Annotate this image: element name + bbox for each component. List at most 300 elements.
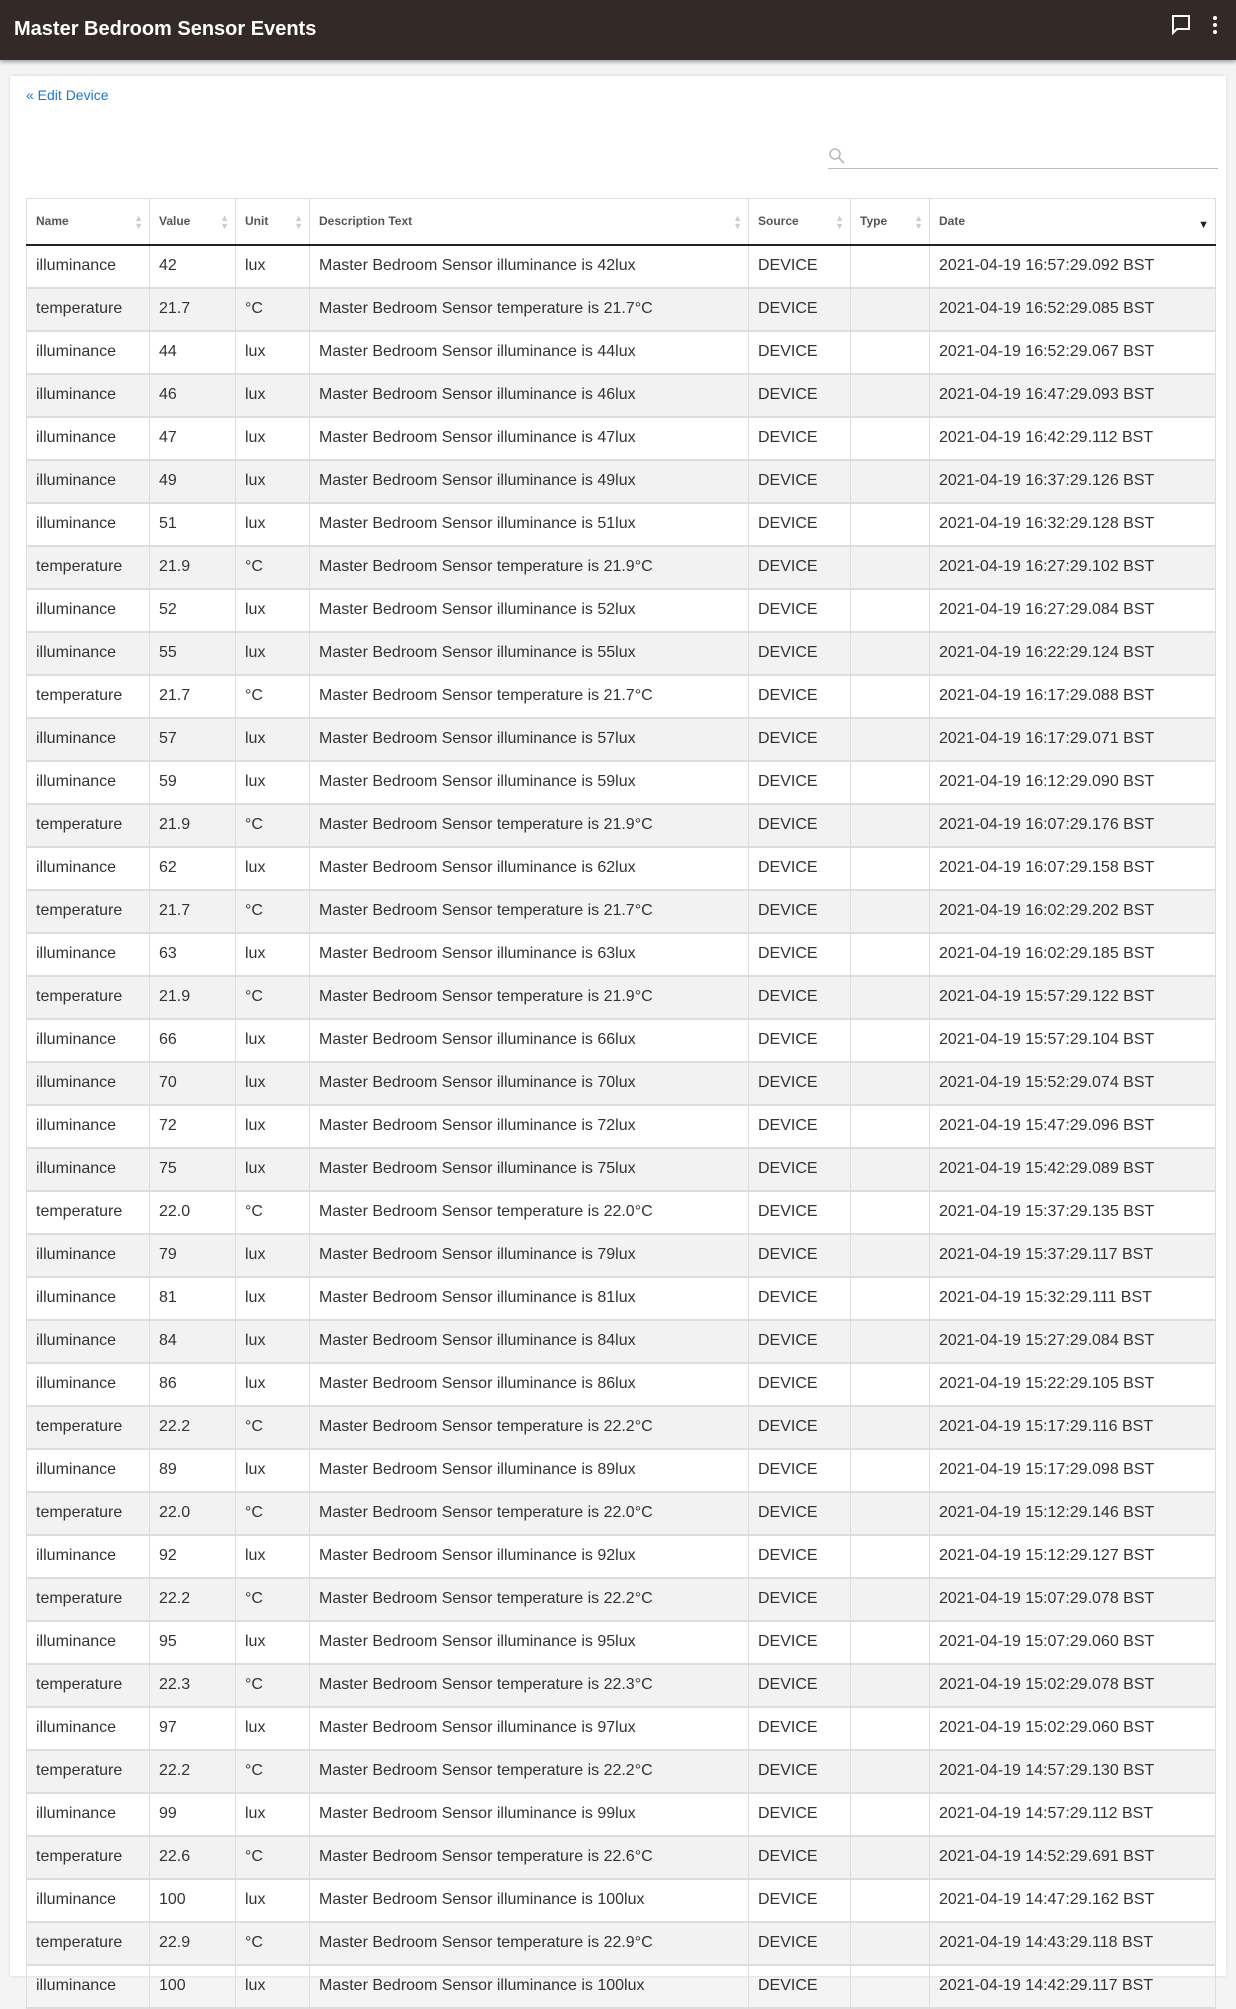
sort-icon: ▲ ▼ — [733, 213, 742, 231]
cell-source: DEVICE — [749, 417, 851, 460]
table-row — [27, 546, 1216, 589]
table-row — [27, 718, 1216, 761]
cell-description: Master Bedroom Sensor temperature is 22.2°C — [310, 1750, 749, 1793]
cell-value: 59 — [150, 761, 236, 804]
cell-description: Master Bedroom Sensor temperature is 22.3°C — [310, 1664, 749, 1707]
cell-type — [851, 374, 930, 417]
cell-type — [851, 1449, 930, 1492]
cell-source: DEVICE — [749, 1492, 851, 1535]
cell-source: DEVICE — [749, 1707, 851, 1750]
cell-date: 2021-04-19 14:57:29.112 BST — [930, 1793, 1216, 1836]
sort-desc-icon: ▼ — [1198, 219, 1209, 231]
cell-description: Master Bedroom Sensor illuminance is 86lux — [310, 1363, 749, 1406]
cell-date: 2021-04-19 16:17:29.088 BST — [930, 675, 1216, 718]
cell-name: illuminance — [27, 503, 150, 546]
cell-source: DEVICE — [749, 546, 851, 589]
cell-unit: °C — [236, 1406, 310, 1449]
cell-value: 22.0 — [150, 1492, 236, 1535]
cell-value: 51 — [150, 503, 236, 546]
cell-description: Master Bedroom Sensor temperature is 22.0°C — [310, 1492, 749, 1535]
column-header-value[interactable] — [150, 199, 236, 245]
cell-unit: lux — [236, 589, 310, 632]
cell-type — [851, 1621, 930, 1664]
cell-value: 97 — [150, 1707, 236, 1750]
table-row — [27, 1836, 1216, 1879]
cell-source: DEVICE — [749, 1234, 851, 1277]
cell-name: illuminance — [27, 1277, 150, 1320]
cell-type — [851, 675, 930, 718]
cell-date: 2021-04-19 16:42:29.112 BST — [930, 417, 1216, 460]
cell-unit: °C — [236, 1836, 310, 1879]
cell-unit: lux — [236, 1234, 310, 1277]
cell-unit: lux — [236, 847, 310, 890]
cell-name: illuminance — [27, 1062, 150, 1105]
cell-name: illuminance — [27, 632, 150, 675]
cell-description: Master Bedroom Sensor temperature is 21.7°C — [310, 675, 749, 718]
cell-name: illuminance — [27, 1535, 150, 1578]
cell-description: Master Bedroom Sensor illuminance is 44lux — [310, 331, 749, 374]
cell-description: Master Bedroom Sensor illuminance is 75lux — [310, 1148, 749, 1191]
cell-source: DEVICE — [749, 245, 851, 288]
cell-value: 21.7 — [150, 675, 236, 718]
cell-name: temperature — [27, 675, 150, 718]
cell-date: 2021-04-19 15:17:29.116 BST — [930, 1406, 1216, 1449]
table-row — [27, 245, 1216, 288]
cell-value: 47 — [150, 417, 236, 460]
cell-value: 72 — [150, 1105, 236, 1148]
cell-date: 2021-04-19 15:47:29.096 BST — [930, 1105, 1216, 1148]
cell-source: DEVICE — [749, 632, 851, 675]
cell-description: Master Bedroom Sensor illuminance is 66lux — [310, 1019, 749, 1062]
cell-date: 2021-04-19 15:12:29.146 BST — [930, 1492, 1216, 1535]
cell-type — [851, 632, 930, 675]
cell-description: Master Bedroom Sensor illuminance is 55lux — [310, 632, 749, 675]
cell-source: DEVICE — [749, 976, 851, 1019]
cell-date: 2021-04-19 15:07:29.078 BST — [930, 1578, 1216, 1621]
more-vert-icon[interactable] — [1212, 14, 1218, 43]
cell-source: DEVICE — [749, 1320, 851, 1363]
cell-name: temperature — [27, 1191, 150, 1234]
cell-date: 2021-04-19 16:37:29.126 BST — [930, 460, 1216, 503]
cell-type — [851, 1750, 930, 1793]
cell-unit: lux — [236, 933, 310, 976]
cell-date: 2021-04-19 16:47:29.093 BST — [930, 374, 1216, 417]
cell-description: Master Bedroom Sensor temperature is 21.7°C — [310, 288, 749, 331]
cell-unit: lux — [236, 1965, 310, 2008]
cell-unit: lux — [236, 1062, 310, 1105]
cell-unit: lux — [236, 460, 310, 503]
cell-type — [851, 847, 930, 890]
cell-value: 52 — [150, 589, 236, 632]
cell-type — [851, 1793, 930, 1836]
table-row — [27, 1406, 1216, 1449]
search-input[interactable] — [852, 147, 1212, 167]
cell-description: Master Bedroom Sensor temperature is 22.0°C — [310, 1191, 749, 1234]
column-header-date[interactable] — [930, 199, 1216, 245]
cell-description: Master Bedroom Sensor illuminance is 100lux — [310, 1879, 749, 1922]
cell-description: Master Bedroom Sensor temperature is 22.2°C — [310, 1578, 749, 1621]
cell-value: 57 — [150, 718, 236, 761]
table-row — [27, 976, 1216, 1019]
table-row — [27, 1363, 1216, 1406]
cell-description: Master Bedroom Sensor temperature is 22.2°C — [310, 1406, 749, 1449]
cell-type — [851, 417, 930, 460]
table-row — [27, 417, 1216, 460]
table-row — [27, 1750, 1216, 1793]
cell-description: Master Bedroom Sensor illuminance is 70lux — [310, 1062, 749, 1105]
cell-source: DEVICE — [749, 890, 851, 933]
cell-unit: °C — [236, 546, 310, 589]
table-row — [27, 460, 1216, 503]
cell-unit: lux — [236, 718, 310, 761]
cell-unit: lux — [236, 331, 310, 374]
cell-description: Master Bedroom Sensor illuminance is 46lux — [310, 374, 749, 417]
cell-date: 2021-04-19 15:27:29.084 BST — [930, 1320, 1216, 1363]
sort-icon: ▲ ▼ — [914, 213, 923, 231]
cell-date: 2021-04-19 15:52:29.074 BST — [930, 1062, 1216, 1105]
cell-description: Master Bedroom Sensor illuminance is 63lux — [310, 933, 749, 976]
cell-value: 22.3 — [150, 1664, 236, 1707]
cell-type — [851, 1707, 930, 1750]
cell-source: DEVICE — [749, 1750, 851, 1793]
cell-date: 2021-04-19 14:52:29.691 BST — [930, 1836, 1216, 1879]
column-label: Unit — [245, 214, 269, 229]
cell-name: illuminance — [27, 847, 150, 890]
cell-date: 2021-04-19 16:02:29.185 BST — [930, 933, 1216, 976]
column-label: Description Text — [319, 214, 413, 229]
cell-unit: lux — [236, 374, 310, 417]
cell-source: DEVICE — [749, 718, 851, 761]
cell-name: temperature — [27, 1750, 150, 1793]
cell-date: 2021-04-19 16:57:29.092 BST — [930, 245, 1216, 288]
cell-value: 86 — [150, 1363, 236, 1406]
cell-date: 2021-04-19 16:07:29.176 BST — [930, 804, 1216, 847]
cell-source: DEVICE — [749, 1664, 851, 1707]
cell-unit: °C — [236, 1750, 310, 1793]
cell-name: illuminance — [27, 1879, 150, 1922]
column-header-type[interactable] — [851, 199, 930, 245]
cell-value: 70 — [150, 1062, 236, 1105]
cell-value: 75 — [150, 1148, 236, 1191]
table-row — [27, 1793, 1216, 1836]
cell-description: Master Bedroom Sensor illuminance is 84lux — [310, 1320, 749, 1363]
cell-source: DEVICE — [749, 933, 851, 976]
cell-value: 22.2 — [150, 1406, 236, 1449]
cell-date: 2021-04-19 16:32:29.128 BST — [930, 503, 1216, 546]
table-row — [27, 847, 1216, 890]
cell-date: 2021-04-19 14:57:29.130 BST — [930, 1750, 1216, 1793]
cell-source: DEVICE — [749, 847, 851, 890]
cell-type — [851, 1148, 930, 1191]
cell-type — [851, 1105, 930, 1148]
cell-type — [851, 933, 930, 976]
cell-date: 2021-04-19 15:42:29.089 BST — [930, 1148, 1216, 1191]
cell-source: DEVICE — [749, 675, 851, 718]
cell-name: illuminance — [27, 1234, 150, 1277]
cell-name: illuminance — [27, 589, 150, 632]
cell-value: 99 — [150, 1793, 236, 1836]
cell-type — [851, 1922, 930, 1965]
cell-description: Master Bedroom Sensor illuminance is 62lux — [310, 847, 749, 890]
cell-source: DEVICE — [749, 1836, 851, 1879]
cell-source: DEVICE — [749, 503, 851, 546]
cell-type — [851, 1664, 930, 1707]
cell-unit: lux — [236, 1105, 310, 1148]
cell-date: 2021-04-19 16:22:29.124 BST — [930, 632, 1216, 675]
cell-source: DEVICE — [749, 1406, 851, 1449]
cell-unit: lux — [236, 1621, 310, 1664]
cell-value: 21.9 — [150, 804, 236, 847]
cell-name: temperature — [27, 804, 150, 847]
table-row — [27, 1492, 1216, 1535]
cell-name: illuminance — [27, 417, 150, 460]
events-table — [26, 198, 1216, 2009]
cell-name: illuminance — [27, 460, 150, 503]
chat-icon[interactable] — [1170, 14, 1192, 43]
cell-description: Master Bedroom Sensor illuminance is 79lux — [310, 1234, 749, 1277]
cell-source: DEVICE — [749, 1578, 851, 1621]
cell-date: 2021-04-19 16:52:29.067 BST — [930, 331, 1216, 374]
cell-type — [851, 804, 930, 847]
cell-description: Master Bedroom Sensor temperature is 21.9°C — [310, 546, 749, 589]
cell-name: illuminance — [27, 1148, 150, 1191]
cell-value: 22.2 — [150, 1750, 236, 1793]
cell-description: Master Bedroom Sensor illuminance is 99lux — [310, 1793, 749, 1836]
column-header-name[interactable] — [27, 199, 150, 245]
cell-date: 2021-04-19 15:37:29.117 BST — [930, 1234, 1216, 1277]
column-label: Type — [860, 214, 888, 229]
cell-unit: lux — [236, 1320, 310, 1363]
cell-value: 21.7 — [150, 288, 236, 331]
cell-value: 21.7 — [150, 890, 236, 933]
cell-name: temperature — [27, 288, 150, 331]
cell-value: 63 — [150, 933, 236, 976]
cell-date: 2021-04-19 16:27:29.102 BST — [930, 546, 1216, 589]
cell-value: 66 — [150, 1019, 236, 1062]
table-row — [27, 1879, 1216, 1922]
cell-value: 55 — [150, 632, 236, 675]
cell-type — [851, 1965, 930, 2008]
cell-type — [851, 890, 930, 933]
table-row — [27, 1062, 1216, 1105]
cell-unit: lux — [236, 245, 310, 288]
cell-unit: lux — [236, 1879, 310, 1922]
cell-description: Master Bedroom Sensor illuminance is 59lux — [310, 761, 749, 804]
cell-value: 42 — [150, 245, 236, 288]
cell-name: illuminance — [27, 1105, 150, 1148]
column-header-unit[interactable] — [236, 199, 310, 245]
table-row — [27, 1664, 1216, 1707]
top-bar — [0, 0, 1236, 60]
cell-value: 22.6 — [150, 1836, 236, 1879]
column-label: Date — [939, 214, 966, 229]
cell-name: illuminance — [27, 761, 150, 804]
cell-source: DEVICE — [749, 761, 851, 804]
cell-description: Master Bedroom Sensor illuminance is 97lux — [310, 1707, 749, 1750]
cell-name: illuminance — [27, 1621, 150, 1664]
cell-name: illuminance — [27, 1320, 150, 1363]
page-title: Master Bedroom Sensor Events — [14, 18, 317, 40]
cell-unit: °C — [236, 1922, 310, 1965]
table-row — [27, 1320, 1216, 1363]
table-row — [27, 503, 1216, 546]
cell-date: 2021-04-19 16:02:29.202 BST — [930, 890, 1216, 933]
column-label: Value — [159, 214, 191, 229]
column-header-source[interactable] — [749, 199, 851, 245]
column-header-description-text[interactable] — [310, 199, 749, 245]
sort-icon: ▲ ▼ — [134, 213, 143, 231]
cell-description: Master Bedroom Sensor illuminance is 95lux — [310, 1621, 749, 1664]
cell-type — [851, 503, 930, 546]
cell-type — [851, 589, 930, 632]
cell-source: DEVICE — [749, 331, 851, 374]
cell-name: illuminance — [27, 1363, 150, 1406]
cell-description: Master Bedroom Sensor illuminance is 100lux — [310, 1965, 749, 2008]
cell-description: Master Bedroom Sensor illuminance is 42lux — [310, 245, 749, 288]
cell-unit: lux — [236, 1363, 310, 1406]
table-row — [27, 589, 1216, 632]
table-row — [27, 288, 1216, 331]
cell-unit: lux — [236, 1019, 310, 1062]
table-row — [27, 374, 1216, 417]
cell-unit: lux — [236, 503, 310, 546]
cell-date: 2021-04-19 16:27:29.084 BST — [930, 589, 1216, 632]
table-row — [27, 1449, 1216, 1492]
cell-unit: °C — [236, 976, 310, 1019]
cell-description: Master Bedroom Sensor temperature is 21.9°C — [310, 976, 749, 1019]
cell-value: 92 — [150, 1535, 236, 1578]
cell-type — [851, 1234, 930, 1277]
cell-name: illuminance — [27, 933, 150, 976]
sort-icon: ▲ ▼ — [220, 213, 229, 231]
cell-name: temperature — [27, 546, 150, 589]
cell-source: DEVICE — [749, 1879, 851, 1922]
cell-type — [851, 288, 930, 331]
cell-source: DEVICE — [749, 374, 851, 417]
cell-date: 2021-04-19 15:22:29.105 BST — [930, 1363, 1216, 1406]
cell-value: 22.2 — [150, 1578, 236, 1621]
cell-source: DEVICE — [749, 1277, 851, 1320]
cell-type — [851, 718, 930, 761]
cell-description: Master Bedroom Sensor temperature is 21.9°C — [310, 804, 749, 847]
cell-source: DEVICE — [749, 1019, 851, 1062]
cell-type — [851, 1879, 930, 1922]
cell-source: DEVICE — [749, 1922, 851, 1965]
cell-type — [851, 331, 930, 374]
cell-date: 2021-04-19 16:07:29.158 BST — [930, 847, 1216, 890]
cell-description: Master Bedroom Sensor illuminance is 51lux — [310, 503, 749, 546]
cell-source: DEVICE — [749, 1062, 851, 1105]
cell-description: Master Bedroom Sensor illuminance is 57lux — [310, 718, 749, 761]
cell-date: 2021-04-19 14:43:29.118 BST — [930, 1922, 1216, 1965]
cell-date: 2021-04-19 15:12:29.127 BST — [930, 1535, 1216, 1578]
cell-unit: lux — [236, 1449, 310, 1492]
cell-date: 2021-04-19 15:02:29.060 BST — [930, 1707, 1216, 1750]
table-row — [27, 1965, 1216, 2008]
cell-name: illuminance — [27, 331, 150, 374]
cell-date: 2021-04-19 15:02:29.078 BST — [930, 1664, 1216, 1707]
cell-source: DEVICE — [749, 804, 851, 847]
cell-value: 81 — [150, 1277, 236, 1320]
cell-source: DEVICE — [749, 460, 851, 503]
cell-source: DEVICE — [749, 288, 851, 331]
cell-unit: lux — [236, 1535, 310, 1578]
edit-device-link[interactable]: « Edit Device — [26, 87, 109, 103]
cell-unit: lux — [236, 761, 310, 804]
column-label: Source — [758, 214, 799, 229]
cell-unit: lux — [236, 1277, 310, 1320]
cell-name: illuminance — [27, 374, 150, 417]
cell-value: 100 — [150, 1879, 236, 1922]
cell-type — [851, 1578, 930, 1621]
cell-description: Master Bedroom Sensor temperature is 22.6°C — [310, 1836, 749, 1879]
cell-date: 2021-04-19 15:37:29.135 BST — [930, 1191, 1216, 1234]
cell-unit: lux — [236, 1793, 310, 1836]
cell-date: 2021-04-19 16:17:29.071 BST — [930, 718, 1216, 761]
cell-date: 2021-04-19 15:17:29.098 BST — [930, 1449, 1216, 1492]
cell-unit: °C — [236, 288, 310, 331]
cell-source: DEVICE — [749, 1191, 851, 1234]
table-row — [27, 331, 1216, 374]
cell-type — [851, 1406, 930, 1449]
table-row — [27, 1578, 1216, 1621]
cell-unit: °C — [236, 1492, 310, 1535]
cell-description: Master Bedroom Sensor illuminance is 72lux — [310, 1105, 749, 1148]
cell-type — [851, 1363, 930, 1406]
cell-unit: °C — [236, 675, 310, 718]
cell-type — [851, 1019, 930, 1062]
cell-value: 44 — [150, 331, 236, 374]
cell-source: DEVICE — [749, 1793, 851, 1836]
cell-unit: °C — [236, 1664, 310, 1707]
table-row — [27, 804, 1216, 847]
cell-name: temperature — [27, 1836, 150, 1879]
cell-name: illuminance — [27, 1019, 150, 1062]
table-row — [27, 1535, 1216, 1578]
search-box[interactable] — [828, 147, 1218, 169]
cell-date: 2021-04-19 16:12:29.090 BST — [930, 761, 1216, 804]
cell-name: temperature — [27, 890, 150, 933]
cell-date: 2021-04-19 15:57:29.104 BST — [930, 1019, 1216, 1062]
table-row — [27, 632, 1216, 675]
cell-source: DEVICE — [749, 1621, 851, 1664]
table-row — [27, 675, 1216, 718]
cell-name: temperature — [27, 1922, 150, 1965]
cell-value: 49 — [150, 460, 236, 503]
cell-type — [851, 1320, 930, 1363]
cell-date: 2021-04-19 15:57:29.122 BST — [930, 976, 1216, 1019]
cell-name: illuminance — [27, 1449, 150, 1492]
cell-value: 22.9 — [150, 1922, 236, 1965]
table-row — [27, 1621, 1216, 1664]
table-row — [27, 1191, 1216, 1234]
cell-name: temperature — [27, 1406, 150, 1449]
cell-type — [851, 546, 930, 589]
cell-name: illuminance — [27, 245, 150, 288]
table-row — [27, 1922, 1216, 1965]
sort-icon: ▲ ▼ — [294, 213, 303, 231]
cell-name: illuminance — [27, 718, 150, 761]
table-row — [27, 1707, 1216, 1750]
cell-type — [851, 460, 930, 503]
events-card — [10, 76, 1226, 1994]
cell-name: illuminance — [27, 1707, 150, 1750]
cell-value: 21.9 — [150, 546, 236, 589]
cell-description: Master Bedroom Sensor temperature is 22.9°C — [310, 1922, 749, 1965]
cell-unit: °C — [236, 890, 310, 933]
cell-source: DEVICE — [749, 589, 851, 632]
table-row — [27, 1105, 1216, 1148]
